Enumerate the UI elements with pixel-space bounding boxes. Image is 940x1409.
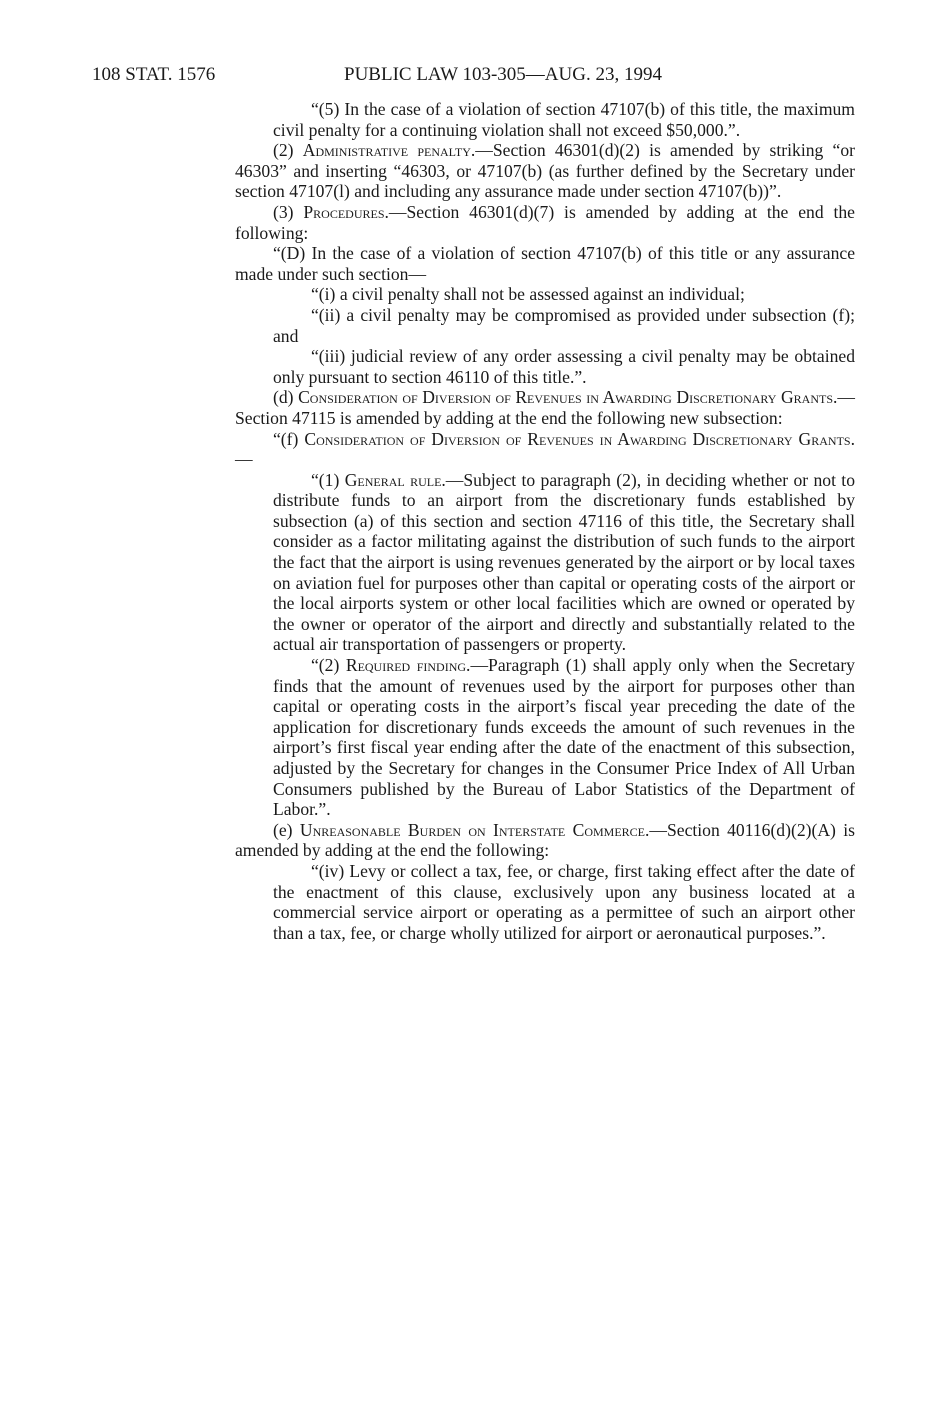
caption-subsection-f: Consideration of Diversion of Revenues in Awarding Discretionary Grants. <box>304 428 855 449</box>
clause-iv: “(iv) Levy or collect a tax, fee, or charge, first taking effect after the date of the enactment of this clause, exclusively upon any business located at a commercial service airport or operating as a permittee of such an airport other than a tax, fee, or charge wholly utilized for airport or aeronautical purposes.”. <box>273 860 855 943</box>
paragraph-5-continuing-violation: “(5) In the case of a violation of section 47107(b) of this title, the maximum civil penalty for a continuing violation shall not exceed $50,000.”. <box>273 99 855 140</box>
clause-iii: “(iii) judicial review of any order assessing a civil penalty may be obtained only pursuant to section 46110 of this title.”. <box>273 346 855 387</box>
stat-reference: 108 STAT. 1576 <box>92 64 216 85</box>
subsection-e-interstate-commerce: (e) Unreasonable Burden on Interstate Commerce.—Section 40116(d)(2)(A) is amended by adding at the end the following: <box>235 819 855 861</box>
subsection-f-heading: “(f) Consideration of Diversion of Revenues in Awarding Discretionary Grants.— <box>235 428 855 470</box>
caption-procedures: Procedures. <box>303 201 389 222</box>
paragraph-2-administrative-penalty: (2) Administrative penalty.—Section 46301(d)(2) is amended by striking “or 46303” and inserting “46303, or 47107(b) (as further defined by the Secretary under section 47107(l) and including any assurance made under section 47107(b))”. <box>235 140 855 202</box>
clause-ii: “(ii) a civil penalty may be compromised as provided under subsection (f); and <box>273 304 855 346</box>
caption-general-rule: General rule. <box>344 469 446 490</box>
subsection-d-consideration: (d) Consideration of Diversion of Revenues in Awarding Discretionary Grants.—Section 47115 is amended by adding at the end the following new subsection: <box>235 387 855 428</box>
caption-consideration-of-diversion: Consideration of Diversion of Revenues in Awarding Discretionary Grants. <box>298 387 838 408</box>
paragraph-d-violation: “(D) In the case of a violation of section 47107(b) of this title or any assurance made under such section— <box>235 243 855 284</box>
paragraph-3-procedures: (3) Procedures.—Section 46301(d)(7) is amended by adding at the end the following: <box>235 201 855 243</box>
caption-unreasonable-burden: Unreasonable Burden on Interstate Commerce. <box>299 819 650 840</box>
page-header <box>0 64 940 88</box>
caption-administrative-penalty: Administrative penalty. <box>302 140 476 161</box>
page-body <box>235 99 855 943</box>
clause-i: “(i) a civil penalty shall not be assessed against an individual; <box>311 284 745 305</box>
caption-required-finding: Required finding. <box>345 655 471 676</box>
paragraph-1-general-rule: “(1) General rule.—Subject to paragraph (2), in deciding whether or not to distribute funds to an airport from the discretionary funds established by subsection (a) of this section and section 47116 of this title, the Secretary shall consider as a factor militating against the distribution of such funds to the airport the fact that the airport is using revenues generated by the airport or by local taxes on aviation fuel for purposes other than capital or operating costs of the airport or the local airports system or other local facilities which are owned or operated by the owner or operator of the airport and directly and substantially related to the actual air transportation of passengers or property. <box>273 469 855 655</box>
law-title: PUBLIC LAW 103-305—AUG. 23, 1994 <box>344 64 662 85</box>
paragraph-2-required-finding: “(2) Required finding.—Paragraph (1) shall apply only when the Secretary finds that the amount of revenues used by the airport for purposes other than capital or operating costs in the airport’s fiscal year preceding the date of the application for discretionary funds exceeds the amount of such revenues in the airport’s first fiscal year ending after the date of the enactment of this subsection, adjusted by the Secretary for changes in the Consumer Price Index of All Urban Consumers published by the Bureau of Labor Statistics of the Department of Labor.”. <box>273 655 855 820</box>
